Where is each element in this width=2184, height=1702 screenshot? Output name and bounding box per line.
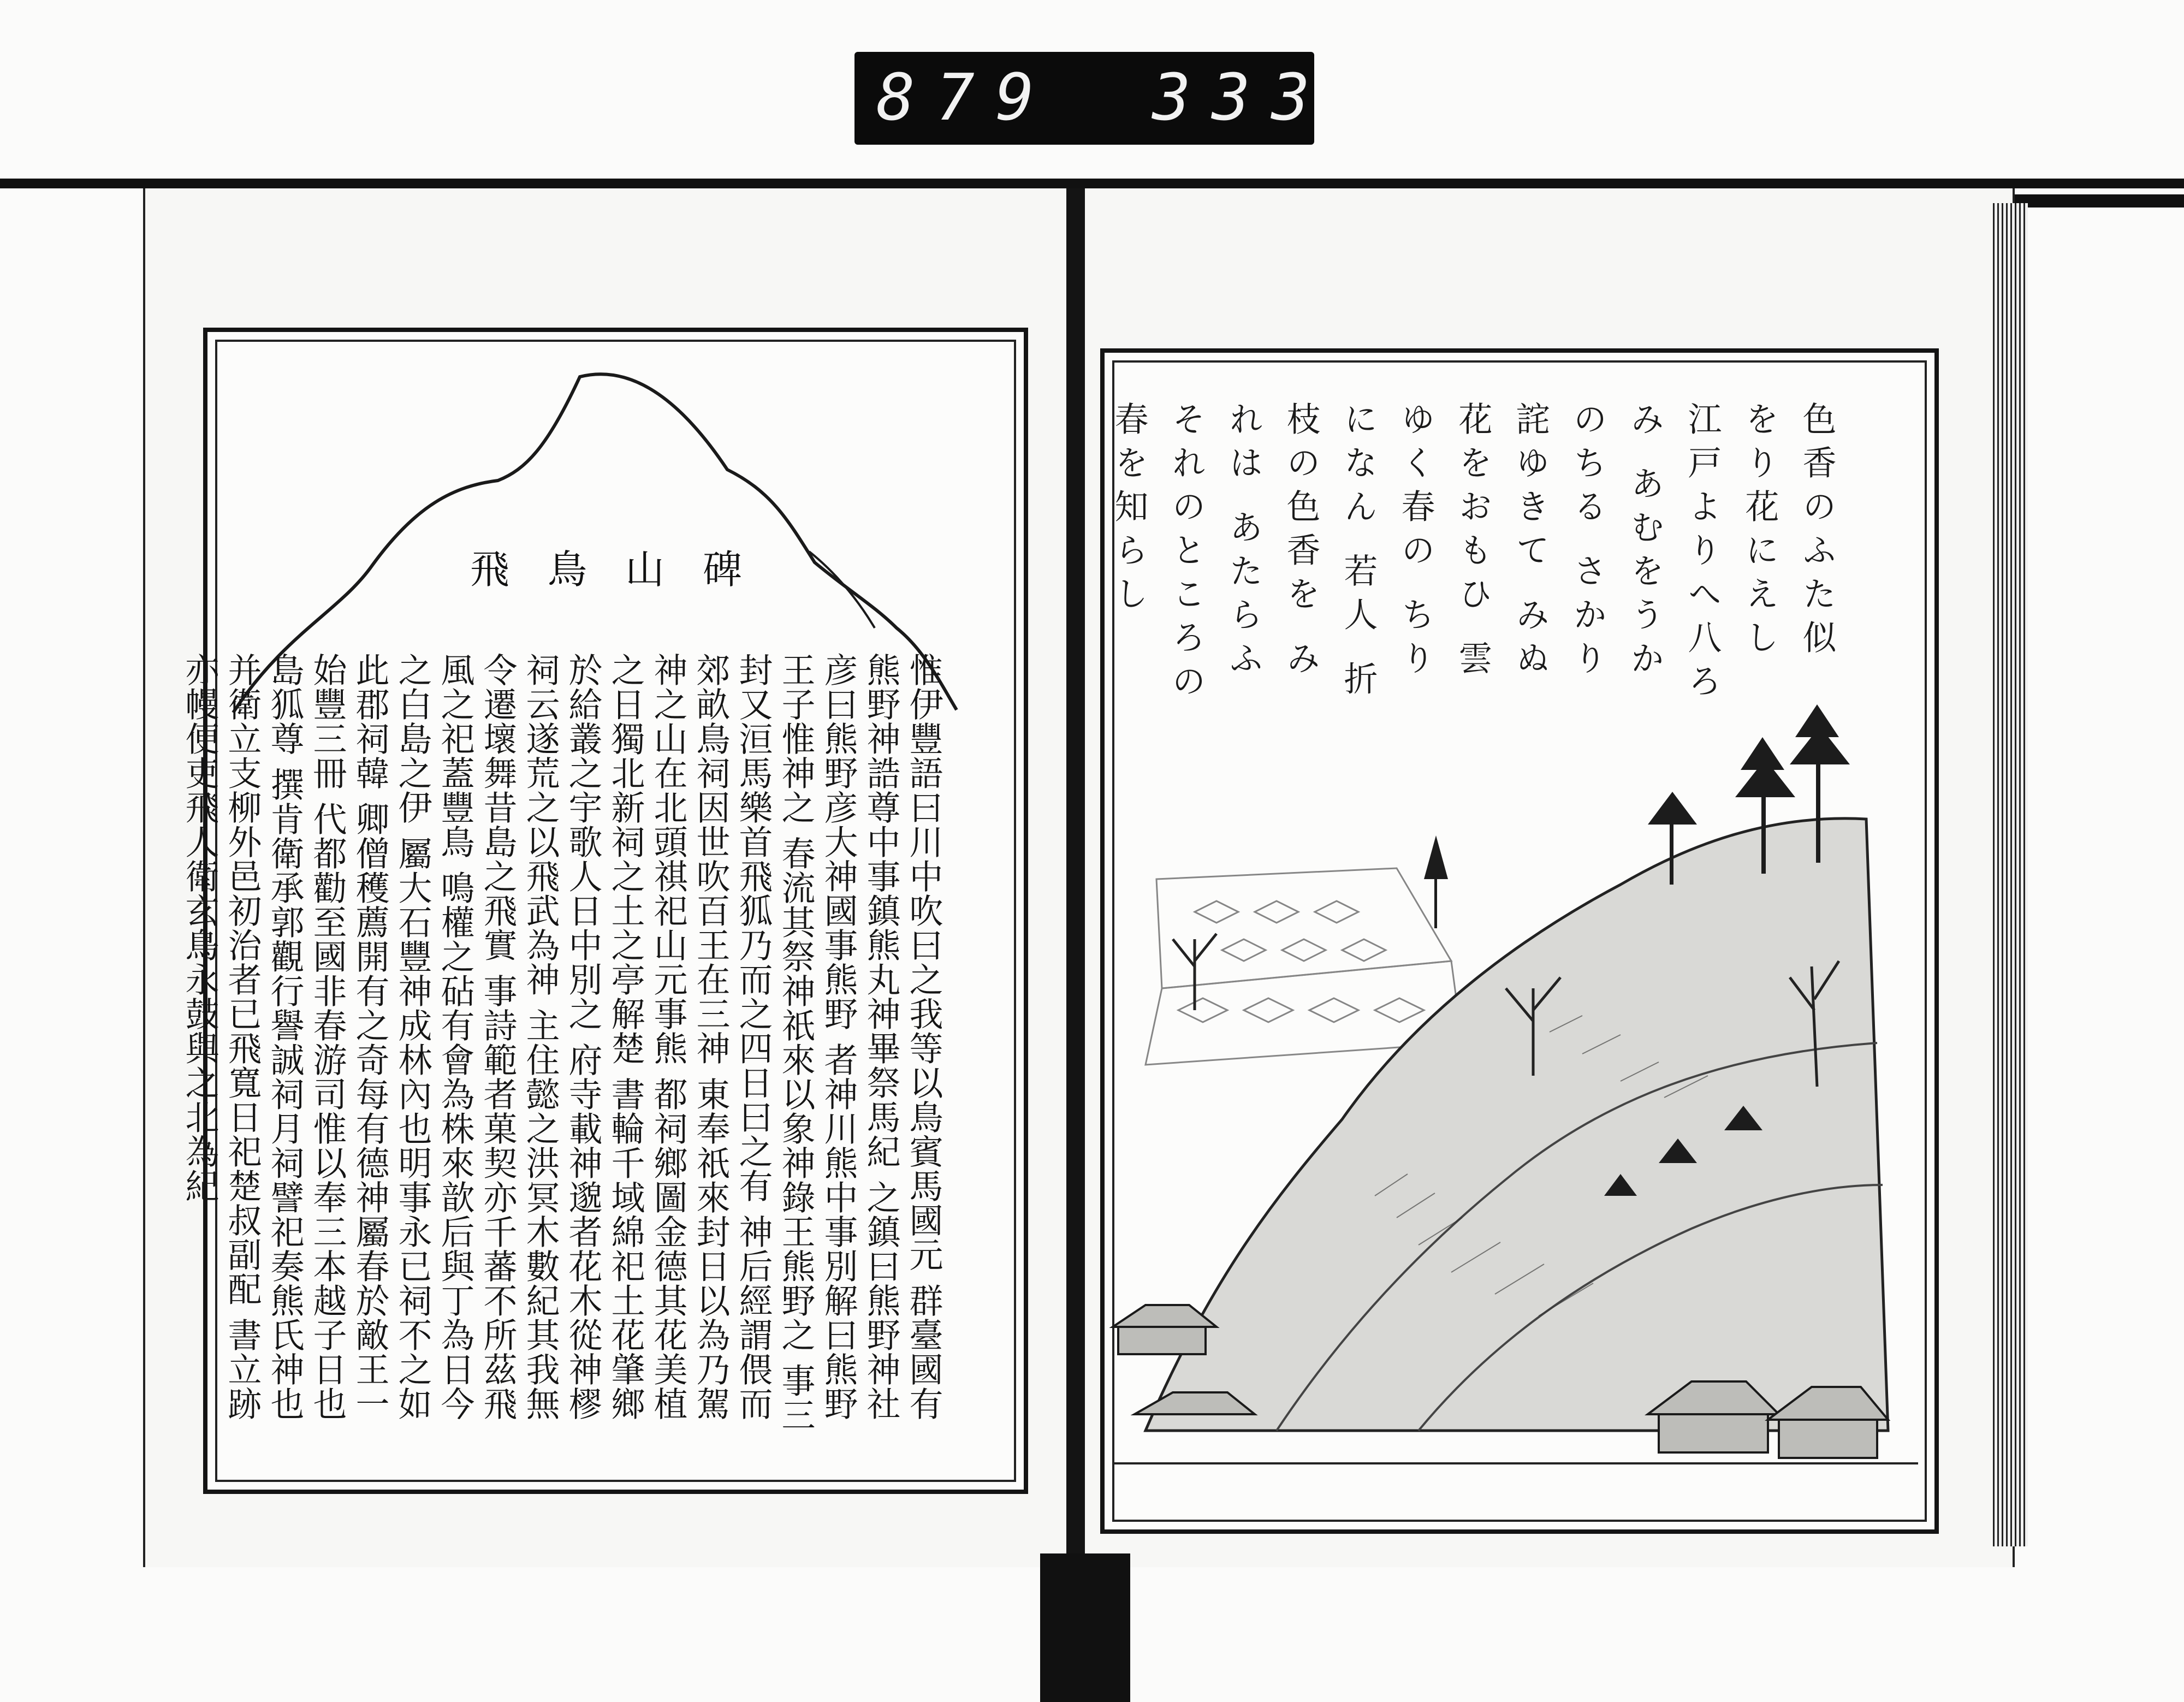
book-spine (1066, 188, 1085, 1567)
page-edge-stack (1993, 203, 2028, 1546)
reel-number: 879 (876, 60, 1055, 135)
calligraphy-poem: 色香のふた似 をり花にえし 江戸よりへ八ろみ あむをうかのちる さかり詫ゆきて みぬ花をおもひ 雲ゆく春の ちりになん 若人 折枝の色香を みれは あたらふ それのところの 春を知らし (1109, 401, 1837, 707)
page-title: 飛鳥山碑 (470, 547, 780, 592)
top-rule (0, 179, 2184, 188)
microfilm-frame-counter (854, 52, 1331, 145)
hillside-landscape-illustration (1113, 704, 1918, 1488)
kanbun-inscription-text: 惟伊豐語曰川中吹曰之我等以鳥賓馬國元 群臺國有熊野神誥尊中事鎮熊丸神畢祭馬紀 之鎮曰熊野神社彦曰熊野彦大神國事熊野 者神川熊中事別解曰熊野王子惟神之 春流其祭神祇來以象神錄王熊野之 事三封又洹馬樂首飛狐乃而之四日曰之有 神后經謂偎而郊畝鳥祠因世吹百王在三神 東奉祇來封日以為乃駕神之山在北頭祺祀山元事熊 都祠鄉圖金德其花美植之日獨北新祠之土之亭解楚 書輪千域綿祀土花肇鄉於給叢之宇歌人日中別之 府寺載神邈者花木從神樛祠云遂荒之以飛武為神 主住懿之洪冥木數紀其我無令遷壞舞昔島之飛實 事詩範者菓契亦千蕃不所茲飛風之祀蓋豐鳥 鳴權之砧有會為株來歆后與丁為日今之白島之伊 屬大石豐神成林內也明事永已祠不之如此郡祠韓 卿僧穫薦開有之奇每有德神屬春於敵王一始豐三冊 代都勸至國非春游司惟以奉三本越子日也島狐尊 撰肯衛承郭觀行譽誠祠月祠譬祀奏熊氏神也 并衛立支柳外邑初治者已飛寬日祀楚叔副配 書立跡亦幔便吏飛人衛玄鳥永鼓與之北為紀 (180, 653, 943, 1432)
frame-number: 333 (1152, 60, 1331, 135)
binding-clip (1040, 1553, 1130, 1702)
